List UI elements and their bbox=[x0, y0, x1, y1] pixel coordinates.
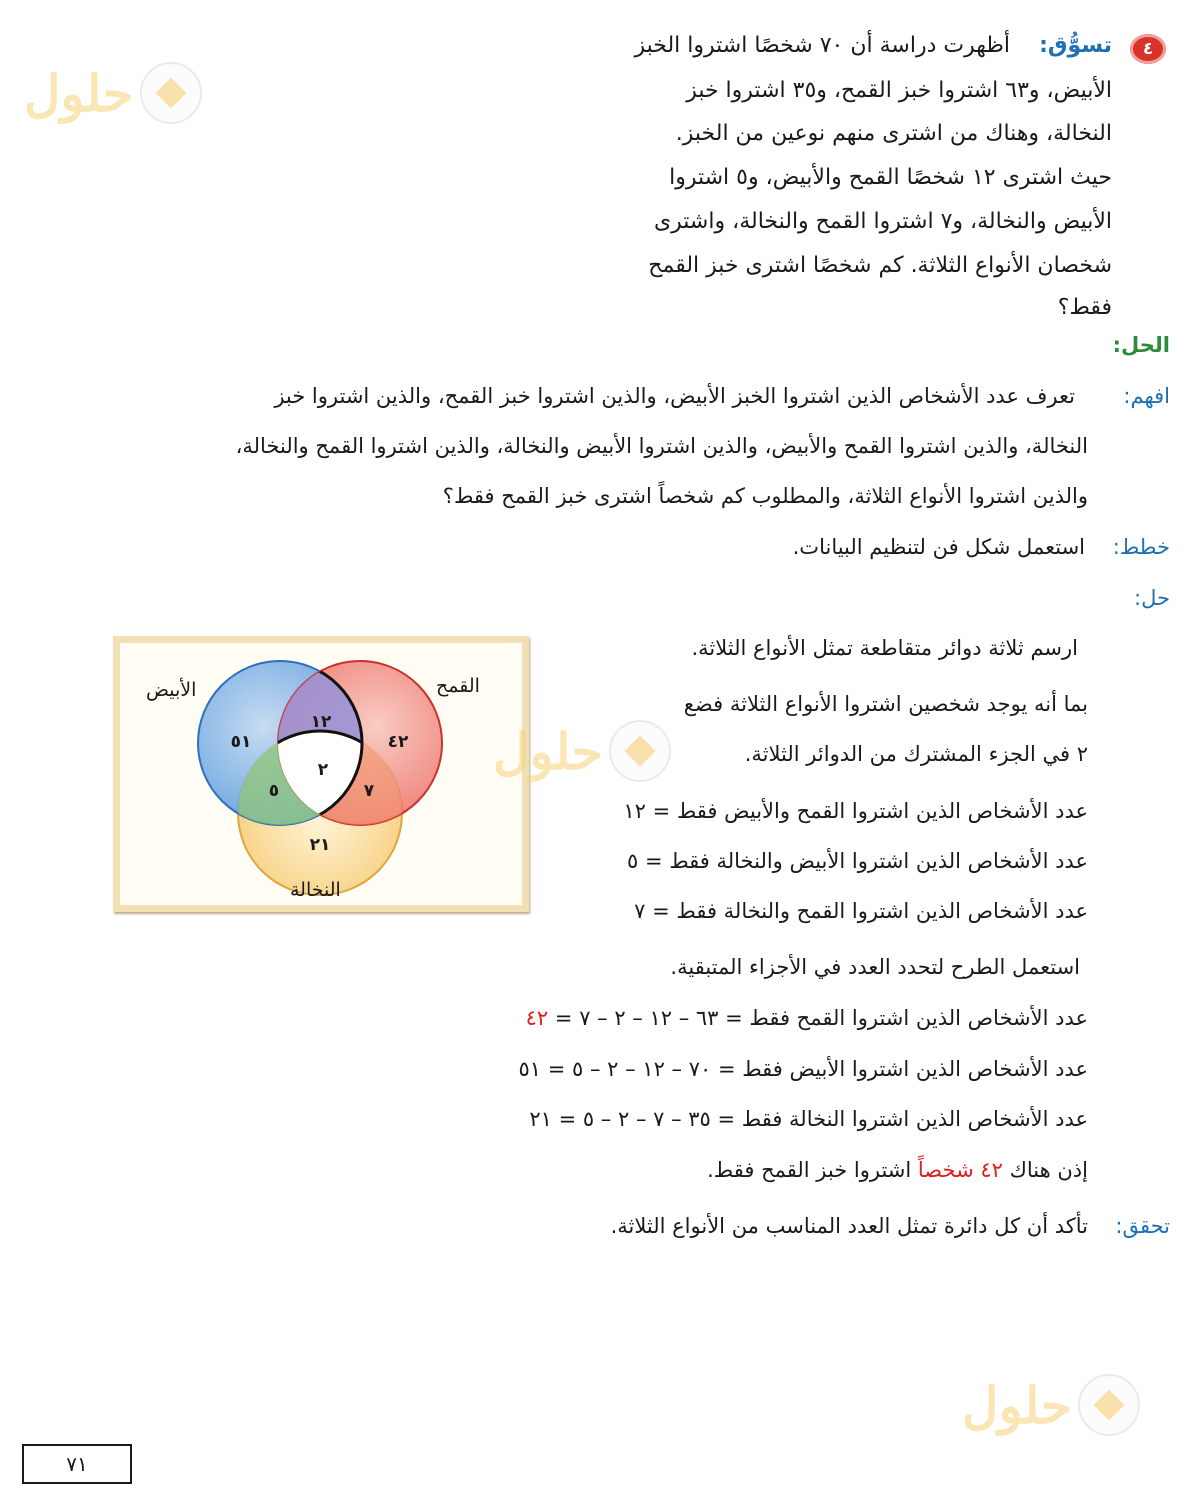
understand-label: افهم: bbox=[1123, 384, 1170, 408]
venn-value-white-wheat: ١٢ bbox=[310, 712, 332, 732]
venn-value-wheat-only: ٤٢ bbox=[387, 732, 409, 752]
problem-line-2: الأبيض، و٦٣ اشتروا خبز القمح، و٣٥ اشتروا خبز bbox=[686, 78, 1112, 103]
watermark-top bbox=[24, 62, 202, 124]
solve-line-7: استعمل الطرح لتحدد العدد في الأجزاء المتبقية. bbox=[670, 955, 1080, 979]
venn-value-white-bran: ٥ bbox=[268, 781, 280, 801]
check-label: تحقق: bbox=[1115, 1214, 1170, 1238]
solve-line-3: ٢ في الجزء المشترك من الدوائر الثلاثة. bbox=[744, 742, 1088, 766]
problem-title: تسوُّق: bbox=[1039, 33, 1112, 58]
solution-heading: الحل: bbox=[1112, 333, 1170, 357]
problem-line-5: الأبيض والنخالة، و٧ اشتروا القمح والنخالة، واشترى bbox=[653, 209, 1112, 234]
solve-label: حل: bbox=[1134, 586, 1170, 610]
problem-line-3: النخالة، وهناك من اشترى منهم نوعين من الخبز. bbox=[675, 121, 1112, 146]
watermark-text-middle: حلول bbox=[493, 721, 603, 781]
conclusion-highlight: ٤٢ شخصاً bbox=[917, 1158, 1003, 1182]
problem-line-7: فقط؟ bbox=[1057, 295, 1112, 320]
watermark-logo-icon bbox=[1078, 1374, 1140, 1436]
problem-line-6: شخصان الأنواع الثلاثة. كم شخصًا اشترى خبز القمح bbox=[648, 253, 1112, 278]
watermark-middle bbox=[493, 720, 671, 782]
problem-line-4: حيث اشترى ١٢ شخصًا القمح والأبيض، و٥ اشتروا bbox=[669, 165, 1112, 190]
venn-value-white-only: ٥١ bbox=[230, 732, 252, 752]
equation-wheat-result: ٤٢ bbox=[525, 1006, 549, 1030]
plan-label: خطط: bbox=[1112, 535, 1170, 559]
equation-bran-only: عدد الأشخاص الذين اشتروا النخالة فقط = ٣٥ – ٧ – ٢ – ٥ = ٢١ bbox=[529, 1107, 1088, 1131]
venn-label-wheat: القمح bbox=[436, 675, 480, 697]
problem-number-badge: ٤ bbox=[1130, 34, 1166, 64]
page-number: ٧١ bbox=[22, 1444, 132, 1484]
watermark-bottom bbox=[962, 1374, 1140, 1436]
equation-wheat-text: عدد الأشخاص الذين اشتروا القمح فقط = ٦٣ – ١٢ – ٢ – ٧ = bbox=[554, 1006, 1088, 1030]
conclusion bbox=[707, 1158, 1088, 1182]
venn-label-bran: النخالة bbox=[290, 879, 341, 901]
understand-line-2: النخالة، والذين اشتروا القمح والأبيض، والذين اشتروا الأبيض والنخالة، والذين اشتروا القمح والنخالة، bbox=[235, 434, 1088, 458]
venn-value-wheat-bran: ٧ bbox=[363, 781, 375, 801]
watermark-text-top: حلول bbox=[24, 63, 134, 123]
solve-line-2: بما أنه يوجد شخصين اشتروا الأنواع الثلاثة فضع bbox=[683, 692, 1088, 716]
understand-line-3: والذين اشتروا الأنواع الثلاثة، والمطلوب كم شخصاً اشترى خبز القمح فقط؟ bbox=[442, 484, 1088, 508]
venn-diagram-frame bbox=[113, 636, 529, 912]
check-text: تأكد أن كل دائرة تمثل العدد المناسب من الأنواع الثلاثة. bbox=[610, 1214, 1088, 1238]
plan-text: استعمل شكل فن لتنظيم البيانات. bbox=[792, 535, 1085, 559]
venn-value-all-three: ٢ bbox=[317, 760, 329, 780]
equation-white-only: عدد الأشخاص الذين اشتروا الأبيض فقط = ٧٠ – ١٢ – ٢ – ٥ = ٥١ bbox=[518, 1057, 1088, 1081]
watermark-logo-icon bbox=[140, 62, 202, 124]
solve-line-6: عدد الأشخاص الذين اشتروا القمح والنخالة فقط = ٧ bbox=[634, 899, 1088, 923]
solve-line-5: عدد الأشخاص الذين اشتروا الأبيض والنخالة فقط = ٥ bbox=[627, 849, 1088, 873]
understand-line-1: تعرف عدد الأشخاص الذين اشتروا الخبز الأبيض، والذين اشتروا خبز القمح، والذين اشتروا خبز bbox=[274, 384, 1075, 408]
watermark-logo-icon bbox=[609, 720, 671, 782]
conclusion-pre: إذن هناك bbox=[1009, 1158, 1088, 1182]
equation-wheat-only bbox=[526, 1006, 1088, 1030]
venn-value-bran-only: ٢١ bbox=[309, 835, 331, 855]
venn-label-white: الأبيض bbox=[146, 679, 197, 701]
conclusion-post: اشتروا خبز القمح فقط. bbox=[707, 1158, 912, 1182]
solve-line-1: ارسم ثلاثة دوائر متقاطعة تمثل الأنواع الثلاثة. bbox=[691, 636, 1078, 660]
problem-line-1: أظهرت دراسة أن ٧٠ شخصًا اشتروا الخبز bbox=[634, 33, 1010, 58]
watermark-text-bottom: حلول bbox=[962, 1375, 1072, 1435]
solve-line-4: عدد الأشخاص الذين اشتروا القمح والأبيض فقط = ١٢ bbox=[623, 799, 1088, 823]
